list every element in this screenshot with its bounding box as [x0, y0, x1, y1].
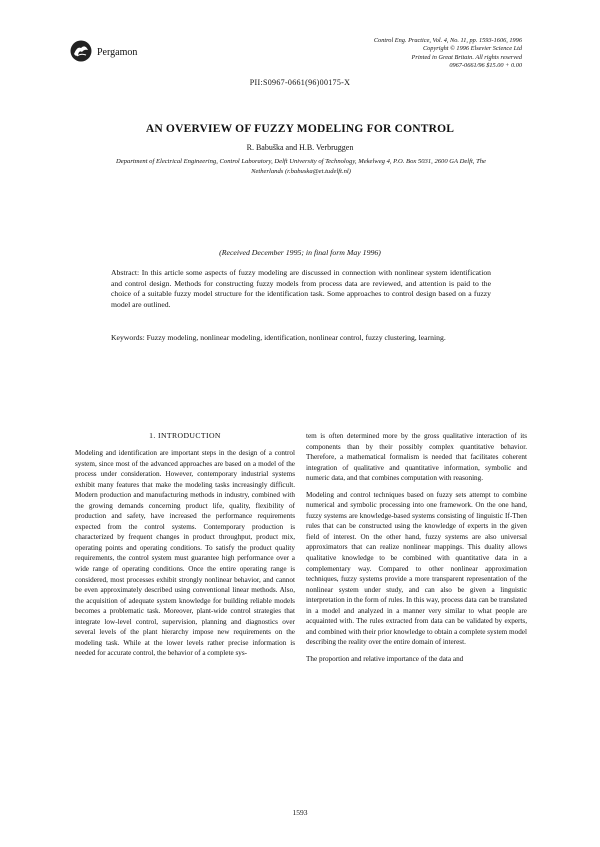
body-paragraph: Modeling and control techniques based on fuzzy sets attempt to combine numerical and symbolic processing into one framework. On the one hand, fuzzy systems are knowledge-based systems consisting of linguistic If-Then rules that can be constructed using the knowledge of experts in the given field of interest. On the other hand, fuzzy systems are also universal approximators that can realize nonlinear mappings. This duality allows qualitative knowledge to be combined with quantitative data in a complementary way. Compared to other nonlinear approximation techniques, fuzzy systems provide a more transparent representation of the nonlinear system under study, and can also be given a linguistic interpretation in the form of rules. In this way, process data can be translated in a model and analyzed in a manner very similar to what people are acquainted with. The rules extracted from data can be validated by experts, and combined with their prior knowledge to obtain a complete system model describing the reality over the entire domain of interest. — [306, 490, 527, 647]
pii-code: PII:S0967-0661(96)00175-X — [249, 78, 351, 87]
body-paragraph: tem is often determined more by the gross qualitative interaction of its components than by their possibly complex quantitative behavior. Therefore, a mathematical formalism is needed that facilitates coherent integration of qualitative and quantitative information, symbolic and numeric data, and that combines computation with reasoning. — [306, 432, 527, 483]
publisher-name: Pergamon — [97, 47, 138, 58]
keywords-label: Keywords: — [111, 333, 145, 342]
journal-citation — [374, 37, 522, 71]
keywords — [111, 333, 491, 344]
journal-line: 0967-0661/96 $15.00 + 0.00 — [449, 62, 522, 70]
pergamon-logo-icon — [70, 40, 92, 62]
authors: R. Babuška and H.B. Verbruggen — [246, 143, 354, 152]
affiliation: Department of Electrical Engineering, Control Laboratory, Delft University of Technology, Mekelweg 4, P.O. Box 5031, 2600 GA Delft, The Netherlands (r.babuska@et.tudelft.nl) — [116, 158, 486, 175]
body-paragraph: The proportion and relative importance of the data and — [306, 654, 464, 663]
body-paragraph: Modeling and identification are important steps in the design of a control system, since most of the advanced approaches are based on a model of the process under consideration. However, contemporary industrial systems exhibit many features that make the modeling tasks increasingly difficult. Modern production and manufacturing methods in industry, combined with the growing demands concerning product life, quality, flexibility of production and safety, have increased the performance requirements expected from the control systems. Contemporary production is characterized by frequent changes in product throughput, product mix, operating points and operating conditions. To satisfy the product quality requirements, the control system must guarantee high performance over a wide range of operating conditions. Once the entire operating range is considered, most processes exhibit strongly nonlinear behavior, and cannot be even approximately described using conventional linear methods. Also, the acquisition of adequate system knowledge for building reliable models becomes a problematic task. Moreover, plant-wide control strategies that integrate low-level control, supervision, planning and diagnostics over several levels of the plant hierarchy impose new requirements on the modeling task. While at the lower levels rather precise information is needed for accurate control, the behavior of a complete sys- — [75, 449, 295, 658]
abstract — [111, 268, 491, 310]
left-column — [75, 448, 295, 665]
abstract-label: Abstract: — [111, 268, 140, 277]
page-number: 1593 — [292, 808, 308, 817]
journal-line: Control Eng. Practice, Vol. 4, No. 11, pp. 1593-1606, 1996 — [373, 37, 522, 44]
journal-line: Printed in Great Britain. All rights reserved — [411, 53, 522, 61]
paper-title: AN OVERVIEW OF FUZZY MODELING FOR CONTROL — [145, 123, 455, 135]
received-dates: (Received December 1995; in final form May 1996) — [219, 248, 381, 257]
section-heading: 1. INTRODUCTION — [149, 431, 221, 440]
keywords-text: Fuzzy modeling, nonlinear modeling, identification, nonlinear control, fuzzy clustering, learning. — [146, 333, 446, 342]
right-column — [306, 431, 527, 670]
abstract-text: In this article some aspects of fuzzy modeling are discussed in connection with nonlinear system identification and control design. Methods for constructing fuzzy models from process data are reviewed, and attention is paid to the choice of a suitable fuzzy model structure for the identification task. Some approaches to control design based on a fuzzy model are outlined. — [111, 268, 492, 309]
journal-line: Copyright © 1996 Elsevier Science Ltd — [422, 45, 522, 53]
